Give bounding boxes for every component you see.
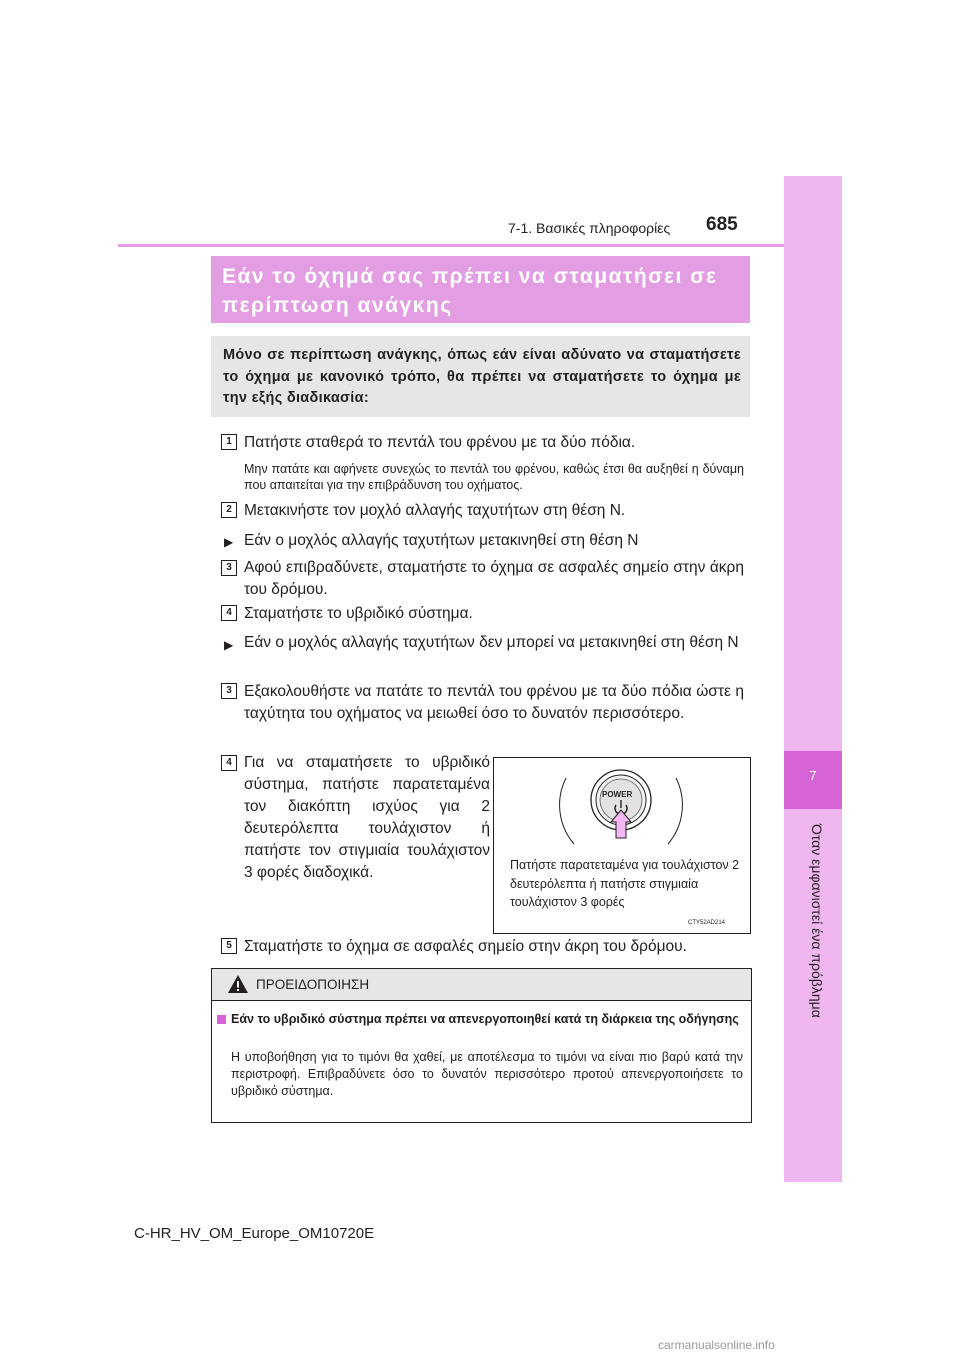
step-number: 4	[221, 755, 237, 771]
power-button-label: POWER	[602, 790, 633, 799]
warning-bullet-icon	[217, 1015, 226, 1024]
intro-text: Μόνο σε περίπτωση ανάγκης, όπως εάν είναι αδύνατο να σταματήσετε το όχημα με κανονικό τρόπο, θα πρέπει να σταματήσετε το όχημα με την εξής διαδικασία:	[223, 347, 741, 406]
figure-caption: Πατήστε παρατεταμένα για τουλάχιστον 2 δευτερόλεπτα ή πατήστε στιγμιαία τουλάχιστον 3 φορές	[510, 858, 740, 909]
step-text: Εξακολουθήστε να πατάτε το πεντάλ του φρένου με τα δύο πόδια ώστε η ταχύτητα του οχήματος να μειωθεί όσο το δυνατόν περισσότερο.	[244, 683, 744, 722]
step-text: Σταματήστε το υβριδικό σύστημα.	[244, 605, 473, 622]
warning-header	[212, 969, 751, 1001]
watermark: carmanualsonline.info	[658, 1338, 775, 1352]
warning-triangle-icon	[227, 974, 249, 994]
step-text: Αφού επιβραδύνετε, σταματήστε το όχημα σε ασφαλές σημείο στην άκρη του δρόμου.	[244, 559, 744, 598]
step-number: 3	[221, 683, 237, 699]
step-text: Για να σταματήσετε το υβριδικό σύστημα, πατήστε παρατεταμένα τον διακόπτη ισχύος για 2 δευτερόλεπτα τουλάχιστον ή πατήστε τον στιγμιαία τουλάχιστον 3 φορές διαδοχικά.	[244, 754, 490, 881]
condition-arrow-icon: ▶	[224, 535, 234, 549]
warning-title: Εάν το υβριδικό σύστημα πρέπει να απενεργοποιηθεί κατά τη διάρκεια της οδήγησης	[231, 1012, 739, 1026]
step-number: 3	[221, 560, 237, 576]
step-number: 4	[221, 605, 237, 621]
condition-arrow-icon: ▶	[224, 638, 234, 652]
step-text: Μετακινήστε τον μοχλό αλλαγής ταχυτήτων στη θέση N.	[244, 502, 626, 519]
warning-body: Η υποβοήθηση για το τιμόνι θα χαθεί, με αποτέλεσμα το τιμόνι να είναι πιο βαρύ κατά την περιστροφή. Επιβραδύνετε όσο το δυνατόν περισσότερο προτού απενεργοποιήσετε το υβριδικό σύστημα.	[231, 1050, 743, 1098]
page-title: Εάν το όχημά σας πρέπει να σταματήσει σε περίπτωση ανάγκης	[222, 265, 718, 317]
header-divider	[118, 244, 784, 247]
warning-box	[211, 968, 752, 1123]
intro-box	[211, 336, 750, 417]
step-text: Σταματήστε το όχημα σε ασφαλές σημείο στην άκρη του δρόμου.	[244, 938, 687, 955]
step-number: 5	[221, 938, 237, 954]
warning-label: ΠΡΟΕΙΔΟΠΟΙΗΣΗ	[256, 977, 370, 992]
manual-code-footer: C-HR_HV_OM_Europe_OM10720E	[134, 1225, 375, 1242]
chapter-side-tab	[784, 176, 842, 1182]
figure-code: CTY52AD214	[688, 920, 726, 926]
chapter-number: 7	[809, 768, 817, 783]
page-number: 685	[706, 214, 738, 235]
step-note: Μην πατάτε και αφήνετε συνεχώς το πεντάλ του φρένου, καθώς έτσι θα αυξηθεί η δύναμη που απαιτείται για την επιβράδυνση του οχήματος.	[244, 462, 744, 492]
section-title: 7-1. Βασικές πληροφορίες	[508, 220, 671, 236]
chapter-title: Όταν εμφανιστεί ένα πρόβλημα	[809, 824, 825, 1018]
step-text: Πατήστε σταθερά το πεντάλ του φρένου με τα δύο πόδια.	[244, 434, 636, 451]
power-switch-figure	[493, 757, 751, 934]
condition-text: Εάν ο μοχλός αλλαγής ταχυτήτων δεν μπορεί να μετακινηθεί στη θέση N	[244, 634, 739, 651]
step-number: 1	[221, 434, 237, 450]
condition-text: Εάν ο μοχλός αλλαγής ταχυτήτων μετακινηθεί στη θέση N	[244, 532, 639, 549]
page-title-box	[211, 256, 750, 323]
step-number: 2	[221, 502, 237, 518]
